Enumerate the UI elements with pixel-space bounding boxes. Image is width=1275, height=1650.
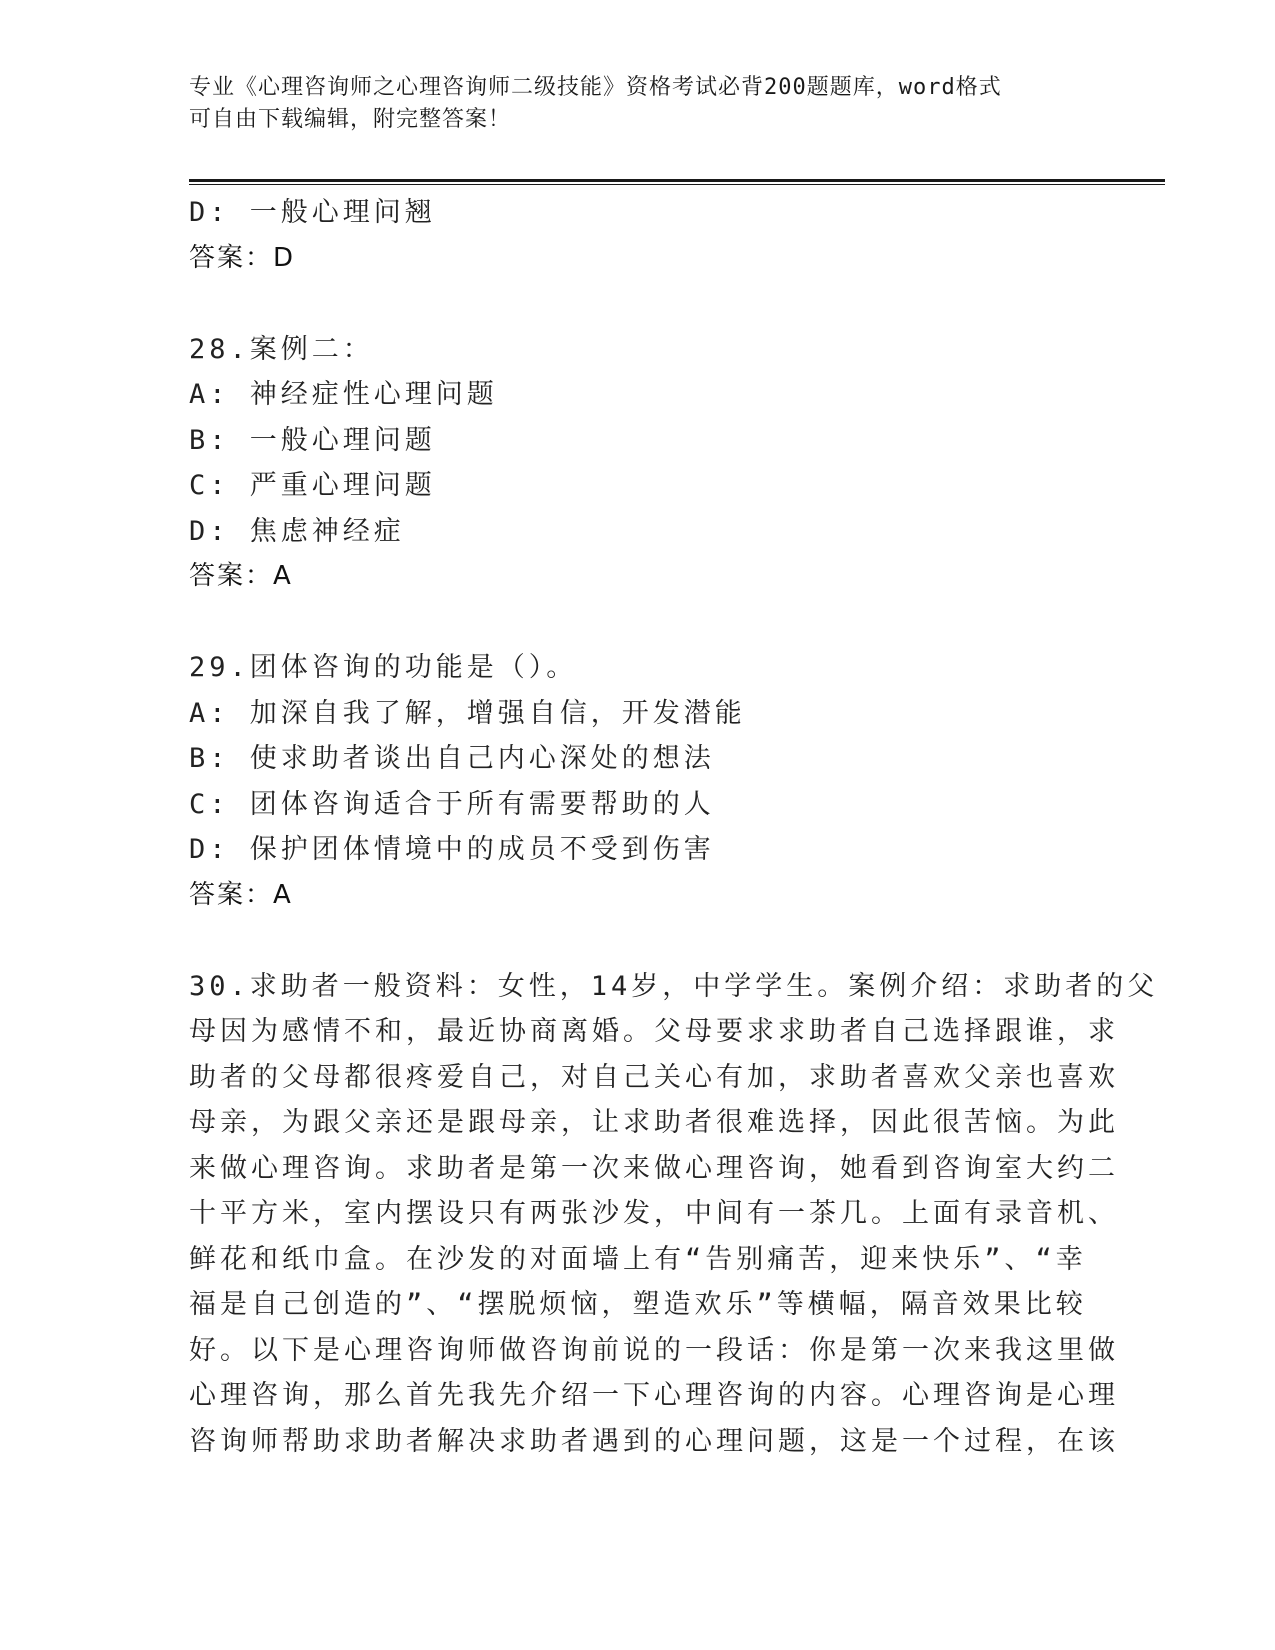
q29-option-c: C: 团体咨询适合于所有需要帮助的人 xyxy=(189,788,715,820)
q28-option-c: C: 严重心理问题 xyxy=(189,470,436,501)
document-header xyxy=(189,72,1089,136)
q30-line: 母因为感情不和，最近协商离婚。父母要求求助者自己选择跟谁，求 xyxy=(189,1016,1119,1047)
q28-option-b: B: 一般心理问题 xyxy=(189,424,436,456)
q30-line: 鲜花和纸巾盒。在沙发的对面墙上有“告别痛苦，迎来快乐”、“幸 xyxy=(189,1243,1087,1275)
q29-option-b: B: 使求助者谈出自己内心深处的想法 xyxy=(189,743,715,774)
q29-option-d: D: 保护团体情境中的成员不受到伤害 xyxy=(189,834,715,865)
question-29 xyxy=(189,645,1089,918)
header-line-2: 可自由下载编辑，附完整答案！ xyxy=(189,107,512,132)
q28-stem: 28.案例二： xyxy=(189,333,374,365)
q30-line: 母亲，为跟父亲还是跟母亲，让求助者很难选择，因此很苦恼。为此 xyxy=(189,1107,1119,1138)
q27-answer: 答案：D xyxy=(189,242,296,273)
q28-option-d: D: 焦虑神经症 xyxy=(189,515,405,547)
q30-line: 助者的父母都很疼爱自己，对自己关心有加，求助者喜欢父亲也喜欢 xyxy=(189,1061,1119,1093)
q30-line: 来做心理咨询。求助者是第一次来做心理咨询，她看到咨询室大约二 xyxy=(189,1152,1119,1184)
spacer xyxy=(189,600,1089,646)
document-body xyxy=(189,190,1159,1464)
q30-line: 心理咨询，那么首先我先介绍一下心理咨询的内容。心理咨询是心理 xyxy=(189,1380,1119,1411)
question-30 xyxy=(189,964,1159,1465)
question-28 xyxy=(189,327,1089,600)
q28-answer: 答案：A xyxy=(189,561,293,591)
q30-line: 好。以下是心理咨询师做咨询前说的一段话：你是第一次来我这里做 xyxy=(189,1334,1119,1366)
header-divider-thin xyxy=(189,184,1165,185)
spacer xyxy=(189,281,1089,327)
q29-option-a: A: 加深自我了解，增强自信，开发潜能 xyxy=(189,697,746,729)
q29-answer: 答案：A xyxy=(189,879,293,910)
q30-line: 30.求助者一般资料：女性，14岁，中学学生。案例介绍：求助者的父 xyxy=(189,970,1159,1002)
q29-stem: 29.团体咨询的功能是（）。 xyxy=(189,652,578,683)
header-divider xyxy=(189,179,1165,182)
q30-line: 福是自己创造的”、“摆脱烦恼，塑造欢乐”等横幅，隔音效果比较 xyxy=(189,1289,1087,1320)
q30-line: 十平方米，室内摆设只有两张沙发，中间有一茶几。上面有录音机、 xyxy=(189,1198,1119,1229)
q28-option-a: A: 神经症性心理问题 xyxy=(189,379,498,410)
q27-option-d: D: 一般心理问翘 xyxy=(189,197,436,228)
header-line-1: 专业《心理咨询师之心理咨询师二级技能》资格考试必背200题题库，word格式 xyxy=(189,75,1002,100)
spacer xyxy=(189,918,1089,964)
q30-line: 咨询师帮助求助者解决求助者遇到的心理问题，这是一个过程，在该 xyxy=(189,1425,1119,1457)
